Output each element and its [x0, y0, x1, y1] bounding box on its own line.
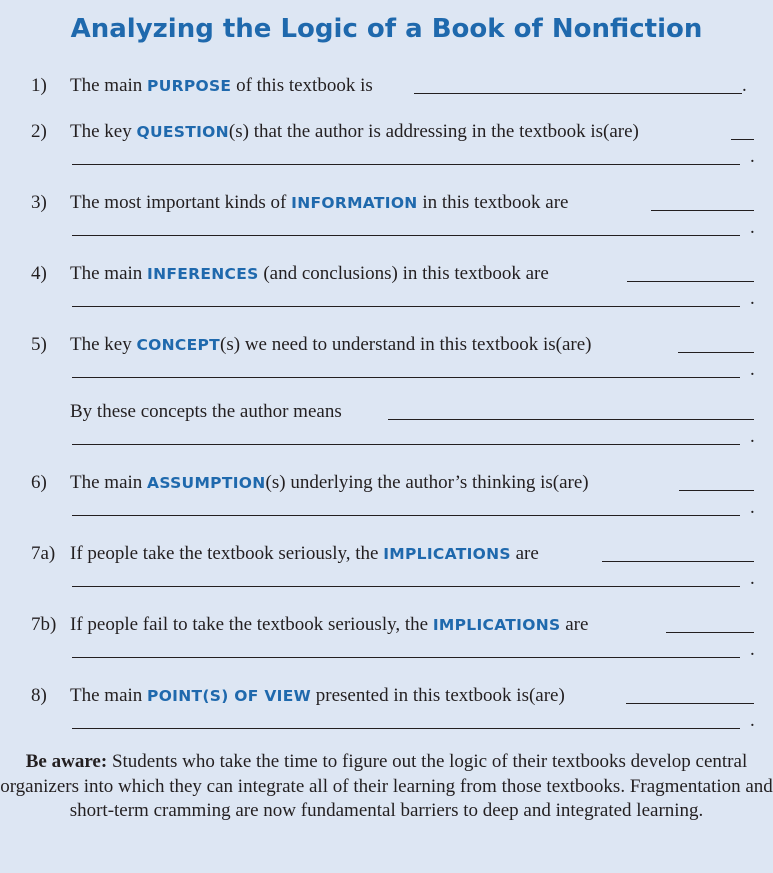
answer-blank[interactable] [626, 703, 754, 704]
end-period: . [750, 288, 755, 309]
item-text [70, 262, 549, 286]
answer-blank[interactable] [627, 281, 754, 282]
item-keyword: QUESTION [136, 123, 229, 141]
item-prefix: The main [70, 263, 148, 284]
item-text [70, 120, 639, 144]
end-period: . [750, 639, 755, 660]
note-text: Students who take the time to figure out the logic of their textbooks develop central organizers into which they can integrate all of their learning from those textbooks. Fragmentation and short-term cramming are now fundamental barriers to deep and integrated learning. [0, 751, 773, 821]
answer-blank[interactable] [731, 139, 754, 140]
item-keyword: IMPLICATIONS [432, 616, 561, 634]
item-text [70, 613, 588, 637]
item-keyword: IMPLICATIONS [383, 545, 511, 563]
item-suffix: presented in this textbook is(are) [311, 685, 565, 706]
item-keyword: PURPOSE [147, 77, 232, 95]
end-period: . [750, 568, 755, 589]
item-concept-meaning [0, 400, 773, 424]
item-text [70, 471, 589, 495]
item-number: 8) [31, 685, 47, 706]
item-suffix: of this textbook is [231, 75, 373, 96]
item-text [70, 333, 591, 357]
item-keyword: CONCEPT [136, 336, 221, 354]
answer-blank[interactable] [602, 561, 754, 562]
item-implications-fail [0, 613, 773, 637]
answer-blank[interactable] [388, 419, 754, 420]
item-keyword: INFERENCES [147, 265, 259, 283]
page-title: Analyzing the Logic of a Book of Nonfiction [70, 14, 703, 44]
item-suffix: are [510, 543, 539, 564]
item-assumption [0, 471, 773, 495]
item-prefix: The most important kinds of [70, 192, 292, 213]
item-prefix: If people take the textbook seriously, the [70, 543, 384, 564]
item-text [70, 542, 539, 566]
answer-line[interactable] [72, 728, 740, 729]
item-number: 1) [31, 75, 47, 96]
end-period: . [742, 75, 747, 96]
item-number: 7a) [31, 543, 56, 564]
item-keyword: POINT(S) OF VIEW [147, 687, 312, 705]
item-question [0, 120, 773, 144]
item-suffix: (s) underlying the author’s thinking is(are) [265, 472, 589, 493]
item-point-of-view [0, 684, 773, 708]
item-suffix: are [560, 614, 589, 635]
item-prefix: The main [70, 685, 148, 706]
item-number: 6) [31, 472, 47, 493]
item-number: 4) [31, 263, 47, 284]
item-prefix: The key [70, 121, 137, 142]
item-suffix: (s) we need to understand in this textbook is(are) [220, 334, 592, 355]
item-keyword: ASSUMPTION [147, 474, 266, 492]
answer-line[interactable] [72, 515, 740, 516]
end-period: . [750, 217, 755, 238]
item-prefix: The key [70, 334, 137, 355]
item-text: By these concepts the author means [70, 401, 342, 422]
end-period: . [750, 359, 755, 380]
answer-blank[interactable] [666, 632, 754, 633]
answer-blank[interactable] [678, 352, 754, 353]
item-keyword: INFORMATION [291, 194, 418, 212]
answer-line[interactable] [72, 377, 740, 378]
answer-line[interactable] [72, 306, 740, 307]
item-text [70, 74, 373, 98]
answer-blank[interactable] [414, 93, 742, 94]
note-paragraph [0, 750, 773, 824]
item-text [70, 684, 565, 708]
end-period: . [750, 497, 755, 518]
note-heading: Be aware: [25, 751, 108, 772]
item-prefix: The main [70, 472, 148, 493]
answer-line[interactable] [72, 164, 740, 165]
end-period: . [750, 146, 755, 167]
item-implications-take [0, 542, 773, 566]
item-prefix: If people fail to take the textbook seriously, the [70, 614, 433, 635]
item-number: 5) [31, 334, 47, 355]
item-inferences [0, 262, 773, 286]
answer-line[interactable] [72, 444, 740, 445]
item-suffix: (s) that the author is addressing in the textbook is(are) [228, 121, 639, 142]
answer-line[interactable] [72, 235, 740, 236]
item-number: 3) [31, 192, 47, 213]
item-purpose [0, 74, 773, 98]
item-suffix: in this textbook are [417, 192, 569, 213]
item-concept [0, 333, 773, 357]
answer-blank[interactable] [679, 490, 754, 491]
answer-line[interactable] [72, 657, 740, 658]
item-number: 2) [31, 121, 47, 142]
item-suffix: (and conclusions) in this textbook are [258, 263, 549, 284]
end-period: . [750, 710, 755, 731]
item-information [0, 191, 773, 215]
answer-line[interactable] [72, 586, 740, 587]
item-prefix: The main [70, 75, 148, 96]
end-period: . [750, 426, 755, 447]
item-number: 7b) [31, 614, 57, 635]
answer-blank[interactable] [651, 210, 754, 211]
item-text [70, 191, 569, 215]
